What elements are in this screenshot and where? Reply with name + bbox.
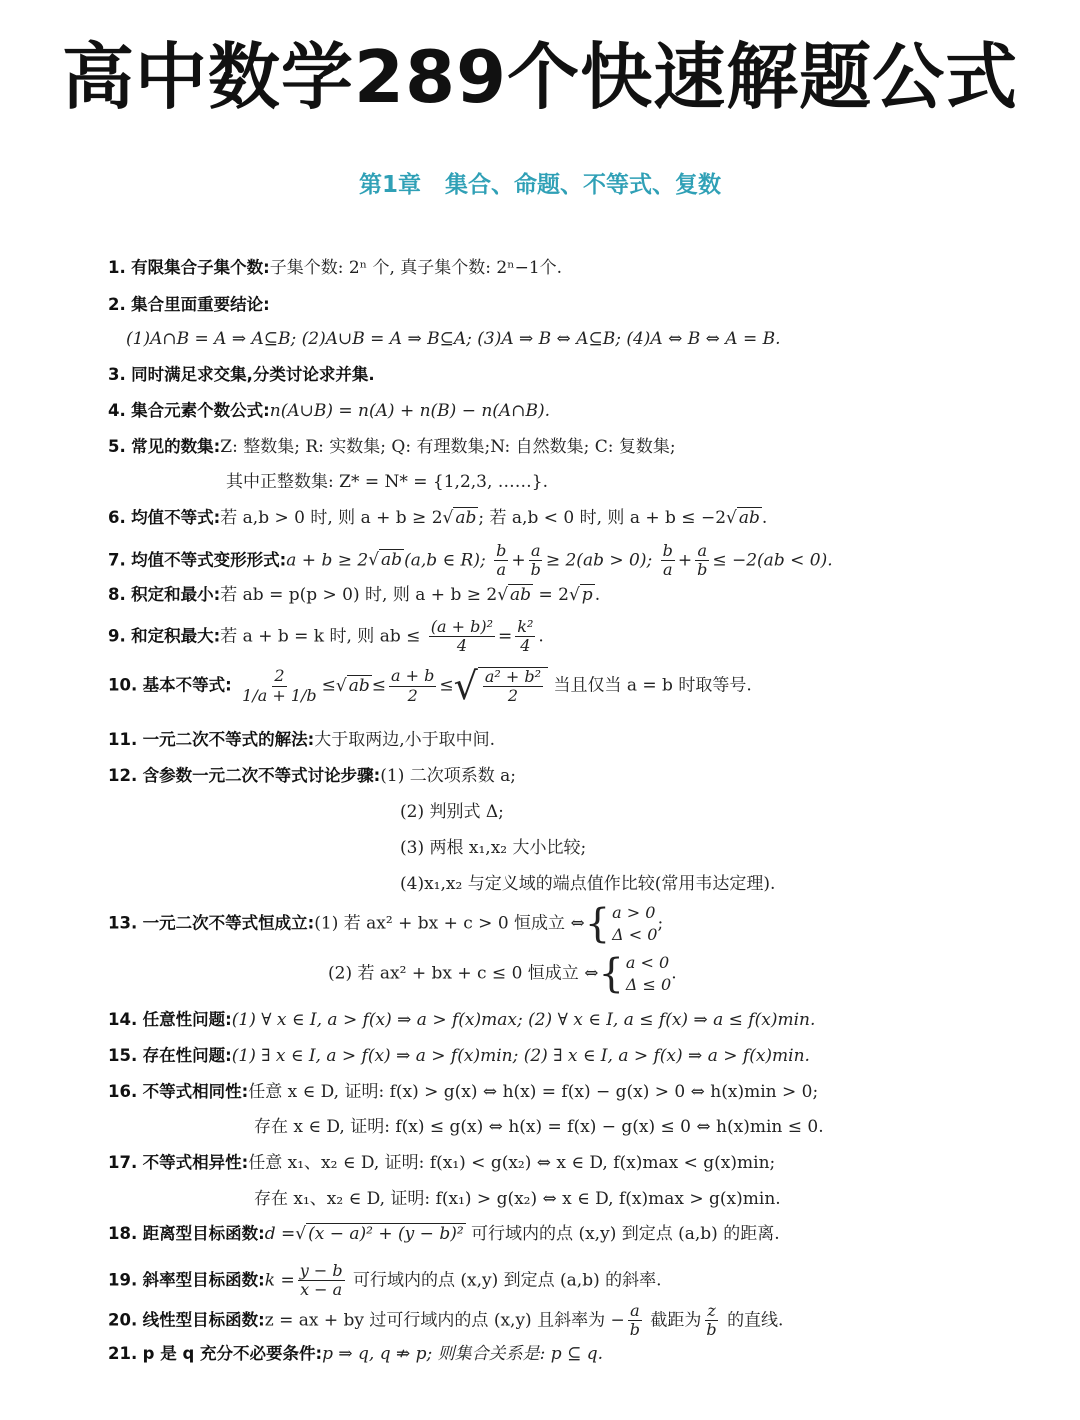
- formula-item-12-step: (3) 两根 x₁,x₂ 大小比较;: [400, 838, 587, 858]
- item-heading: 常见的数集:: [131, 437, 221, 456]
- formula-item-7: 7. 均值不等式变形形式:a + b ≥ 2√ ab (a,b ∈ R); $\frac{b}{a}$ + $\frac{a}{b}$ ≥ 2(ab > 0); $\frac{b}{a}$ + $\frac{a}{b}$ ≤ −2(ab < 0).: [108, 541, 833, 580]
- sqrt-expression: √ ab: [726, 508, 760, 528]
- item-number: 5.: [108, 437, 126, 456]
- item-text: ; 若 a,b < 0 时, 则 a + b ≤ −2: [478, 508, 727, 528]
- item-heading: 斜率型目标函数:: [142, 1270, 265, 1290]
- item-number: 7.: [108, 550, 126, 570]
- formula-item-21: 21. p 是 q 充分不必要条件:p ⇒ q, q ⇏ p; 则集合关系是: p ⊆ q.: [108, 1344, 604, 1364]
- chapter-heading: [0, 165, 1080, 205]
- sqrt-expression: √ p: [568, 585, 593, 605]
- formula-item-3: [108, 363, 375, 387]
- item-number: 21.: [108, 1344, 138, 1363]
- item-heading: 和定积最大:: [131, 626, 221, 646]
- formula-item-8: 8. 积定和最小:若 ab = p(p > 0) 时, 则 a + b ≥ 2√ ab = 2√ p .: [108, 585, 601, 605]
- item-number: 11.: [108, 730, 138, 749]
- sqrt-expression: √ $\frac{\text{a² + b²}}{2}$: [454, 664, 548, 708]
- formula-item-4: [108, 399, 550, 423]
- item-heading: 线性型目标函数:: [142, 1310, 265, 1330]
- item-text: n(A∪B) = n(A) + n(B) − n(A∩B).: [269, 401, 550, 421]
- formula-item-14: 14. 任意性问题:(1) ∀ x ∈ I, a > f(x) ⇒ a > f(x)max; (2) ∀ x ∈ I, a ≤ f(x) ⇒ a ≤ f(x)min.: [108, 1010, 816, 1030]
- fraction: $\frac{2}{1/a + 1/b}$: [242, 666, 317, 705]
- item-number: 19.: [108, 1270, 138, 1290]
- item-heading: 均值不等式变形形式:: [131, 550, 287, 570]
- formula-item-17-detail: 存在 x₁、x₂ ∈ D, 证明: f(x₁) > g(x₂) ⇔ x ∈ D, f(x)max > g(x)min.: [254, 1189, 781, 1209]
- fraction: $\frac{z}{b}$: [706, 1301, 717, 1340]
- formula-item-5: [108, 435, 676, 459]
- formula-item-15: 15. 存在性问题:(1) ∃ x ∈ I, a > f(x) ⇒ a > f(x)min; (2) ∃ x ∈ I, a > f(x) ⇒ a > f(x)min.: [108, 1046, 810, 1066]
- sqrt-expression: √ ab: [442, 508, 477, 528]
- formula-item-5-detail: 其中正整数集: Z* = N* = {1,2,3, ……}.: [226, 472, 549, 492]
- formula-item-20: 20. 线性型目标函数:z = ax + by 过可行域内的点 (x,y) 且斜率为 − $\frac{a}{b}$ 截距为 $\frac{z}{b}$ 的直线.: [108, 1301, 784, 1340]
- item-heading: 一元二次不等式的解法:: [142, 730, 315, 749]
- formula-item-11: 11. 一元二次不等式的解法:大于取两边,小于取中间.: [108, 730, 496, 750]
- item-heading: 含参数一元二次不等式讨论步骤:: [142, 766, 381, 785]
- sqrt-expression: √ ab: [368, 550, 403, 571]
- item-heading: p 是 q 充分不必要条件:: [142, 1344, 323, 1363]
- item-heading: 一元二次不等式恒成立:: [142, 913, 315, 933]
- formula-item-12-step: (4)x₁,x₂ 与定义域的端点值作比较(常用韦达定理).: [400, 874, 776, 894]
- formula-item-16-detail: 存在 x ∈ D, 证明: f(x) ≤ g(x) ⇔ h(x) = f(x) − g(x) ≤ 0 ⇔ h(x)min ≤ 0.: [254, 1117, 824, 1137]
- fraction: $\frac{a}{b}$: [530, 541, 541, 580]
- formula-item-9: 9. 和定积最大:若 a + b = k 时, 则 ab ≤ $\frac{\text{(a + b)²}}{4}$ = $\frac{\text{k²}}{4}$ .: [108, 617, 544, 656]
- formula-item-17: 17. 不等式相异性:任意 x₁、x₂ ∈ D, 证明: f(x₁) < g(x₂) ⇔ x ∈ D, f(x)max < g(x)min;: [108, 1153, 776, 1173]
- fraction: $\frac{a + b}{2}$: [391, 666, 435, 705]
- item-number: 16.: [108, 1082, 138, 1101]
- item-number: 14.: [108, 1010, 138, 1029]
- cases-brace: { a > 0 Δ < 0: [584, 901, 658, 947]
- formula-item-16: 16. 不等式相同性:任意 x ∈ D, 证明: f(x) > g(x) ⇔ h(x) = f(x) − g(x) > 0 ⇔ h(x)min > 0;: [108, 1082, 819, 1102]
- item-heading: 集合里面重要结论:: [131, 295, 270, 314]
- item-text: 若 a,b > 0 时, 则 a + b ≥ 2: [220, 508, 443, 528]
- item-heading: 同时满足求交集,分类讨论求并集.: [131, 365, 375, 384]
- formula-item-2: [108, 293, 270, 317]
- item-text: Z: 整数集; R: 实数集; Q: 有理数集;N: 自然数集; C: 复数集;: [220, 437, 676, 457]
- item-text: 子集个数: 2ⁿ 个, 真子集个数: 2ⁿ−1个.: [269, 258, 563, 278]
- item-heading: 积定和最小:: [131, 585, 221, 604]
- item-number: 2.: [108, 295, 126, 314]
- item-heading: 集合元素个数公式:: [131, 401, 270, 420]
- formula-item-2-detail: (1)A∩B = A ⇒ A⊆B; (2)A∪B = A ⇒ B⊆A; (3)A ⇒ B ⇔ A⊆B; (4)A ⇔ B ⇔ A = B.: [126, 329, 781, 349]
- fraction: $\frac{b}{a}$: [662, 541, 673, 580]
- item-heading: 不等式相同性:: [142, 1082, 249, 1101]
- item-number: 17.: [108, 1153, 138, 1172]
- item-number: 1.: [108, 258, 126, 277]
- item-number: 10.: [108, 675, 138, 695]
- item-number: 4.: [108, 401, 126, 420]
- formula-item-6: 6. 均值不等式:若 a,b > 0 时, 则 a + b ≥ 2√ ab ; 若 a,b < 0 时, 则 a + b ≤ −2√ ab .: [108, 508, 768, 528]
- item-heading: 有限集合子集个数:: [131, 258, 270, 277]
- formula-item-13-detail: (2) 若 ax² + bx + c ≤ 0 恒成立 ⇔ { a < 0 Δ ≤ 0 .: [328, 951, 677, 997]
- fraction: $\frac{a}{b}$: [629, 1301, 640, 1340]
- item-heading: 任意性问题:: [142, 1010, 232, 1029]
- formula-item-12-step: (2) 判别式 Δ;: [400, 802, 504, 822]
- fraction: $\frac{a}{b}$: [697, 541, 708, 580]
- formula-item-18: 18. 距离型目标函数:d =√ (x − a)² + (y − b)² 可行域内的点 (x,y) 到定点 (a,b) 的距离.: [108, 1224, 780, 1244]
- item-heading: 距离型目标函数:: [142, 1224, 265, 1243]
- item-number: 6.: [108, 508, 126, 527]
- item-number: 8.: [108, 585, 126, 604]
- fraction: $\frac{\text{k²}}{4}$: [517, 617, 534, 656]
- item-heading: 均值不等式:: [131, 508, 221, 527]
- formula-item-12: 12. 含参数一元二次不等式讨论步骤:(1) 二次项系数 a;: [108, 766, 517, 786]
- item-number: 3.: [108, 365, 126, 384]
- fraction: $\frac{b}{a}$: [496, 541, 507, 580]
- fraction: $\frac{\text{(a + b)²}}{4}$: [430, 617, 494, 656]
- sqrt-expression: √ ab: [497, 585, 532, 605]
- chapter-number: 第1章: [358, 172, 421, 198]
- item-heading: 不等式相异性:: [142, 1153, 249, 1172]
- item-number: 18.: [108, 1224, 138, 1243]
- cases-brace: { a < 0 Δ ≤ 0: [598, 951, 672, 997]
- item-heading: 基本不等式:: [142, 675, 232, 695]
- item-number: 13.: [108, 913, 138, 933]
- item-number: 12.: [108, 766, 138, 785]
- formula-item-10: 10. 基本不等式: $\frac{2}{1/a + 1/b}$ ≤√ ab ≤ $\frac{a + b}{2}$ ≤ √ $\frac{\text{a² + b²}}{2}$ 当且仅当 a = b 时取等号.: [108, 664, 752, 708]
- page-title: 高中数学289个快速解题公式: [61, 35, 1019, 119]
- fraction: $\frac{y - b}{x - a}$: [299, 1261, 343, 1300]
- item-number: 9.: [108, 626, 126, 646]
- formula-item-1: [108, 256, 562, 280]
- formula-item-13: 13. 一元二次不等式恒成立:(1) 若 ax² + bx + c > 0 恒成立 ⇔ { a > 0 Δ < 0 ;: [108, 901, 664, 947]
- chapter-title: 集合、命题、不等式、复数: [445, 172, 721, 198]
- item-number: 15.: [108, 1046, 138, 1065]
- item-number: 20.: [108, 1310, 138, 1330]
- item-heading: 存在性问题:: [142, 1046, 232, 1065]
- sqrt-expression: √ (x − a)² + (y − b)²: [295, 1224, 464, 1244]
- formula-item-19: 19. 斜率型目标函数:k = $\frac{y - b}{x - a}$ 可行域内的点 (x,y) 到定点 (a,b) 的斜率.: [108, 1261, 662, 1300]
- sqrt-expression: √ ab: [335, 675, 370, 696]
